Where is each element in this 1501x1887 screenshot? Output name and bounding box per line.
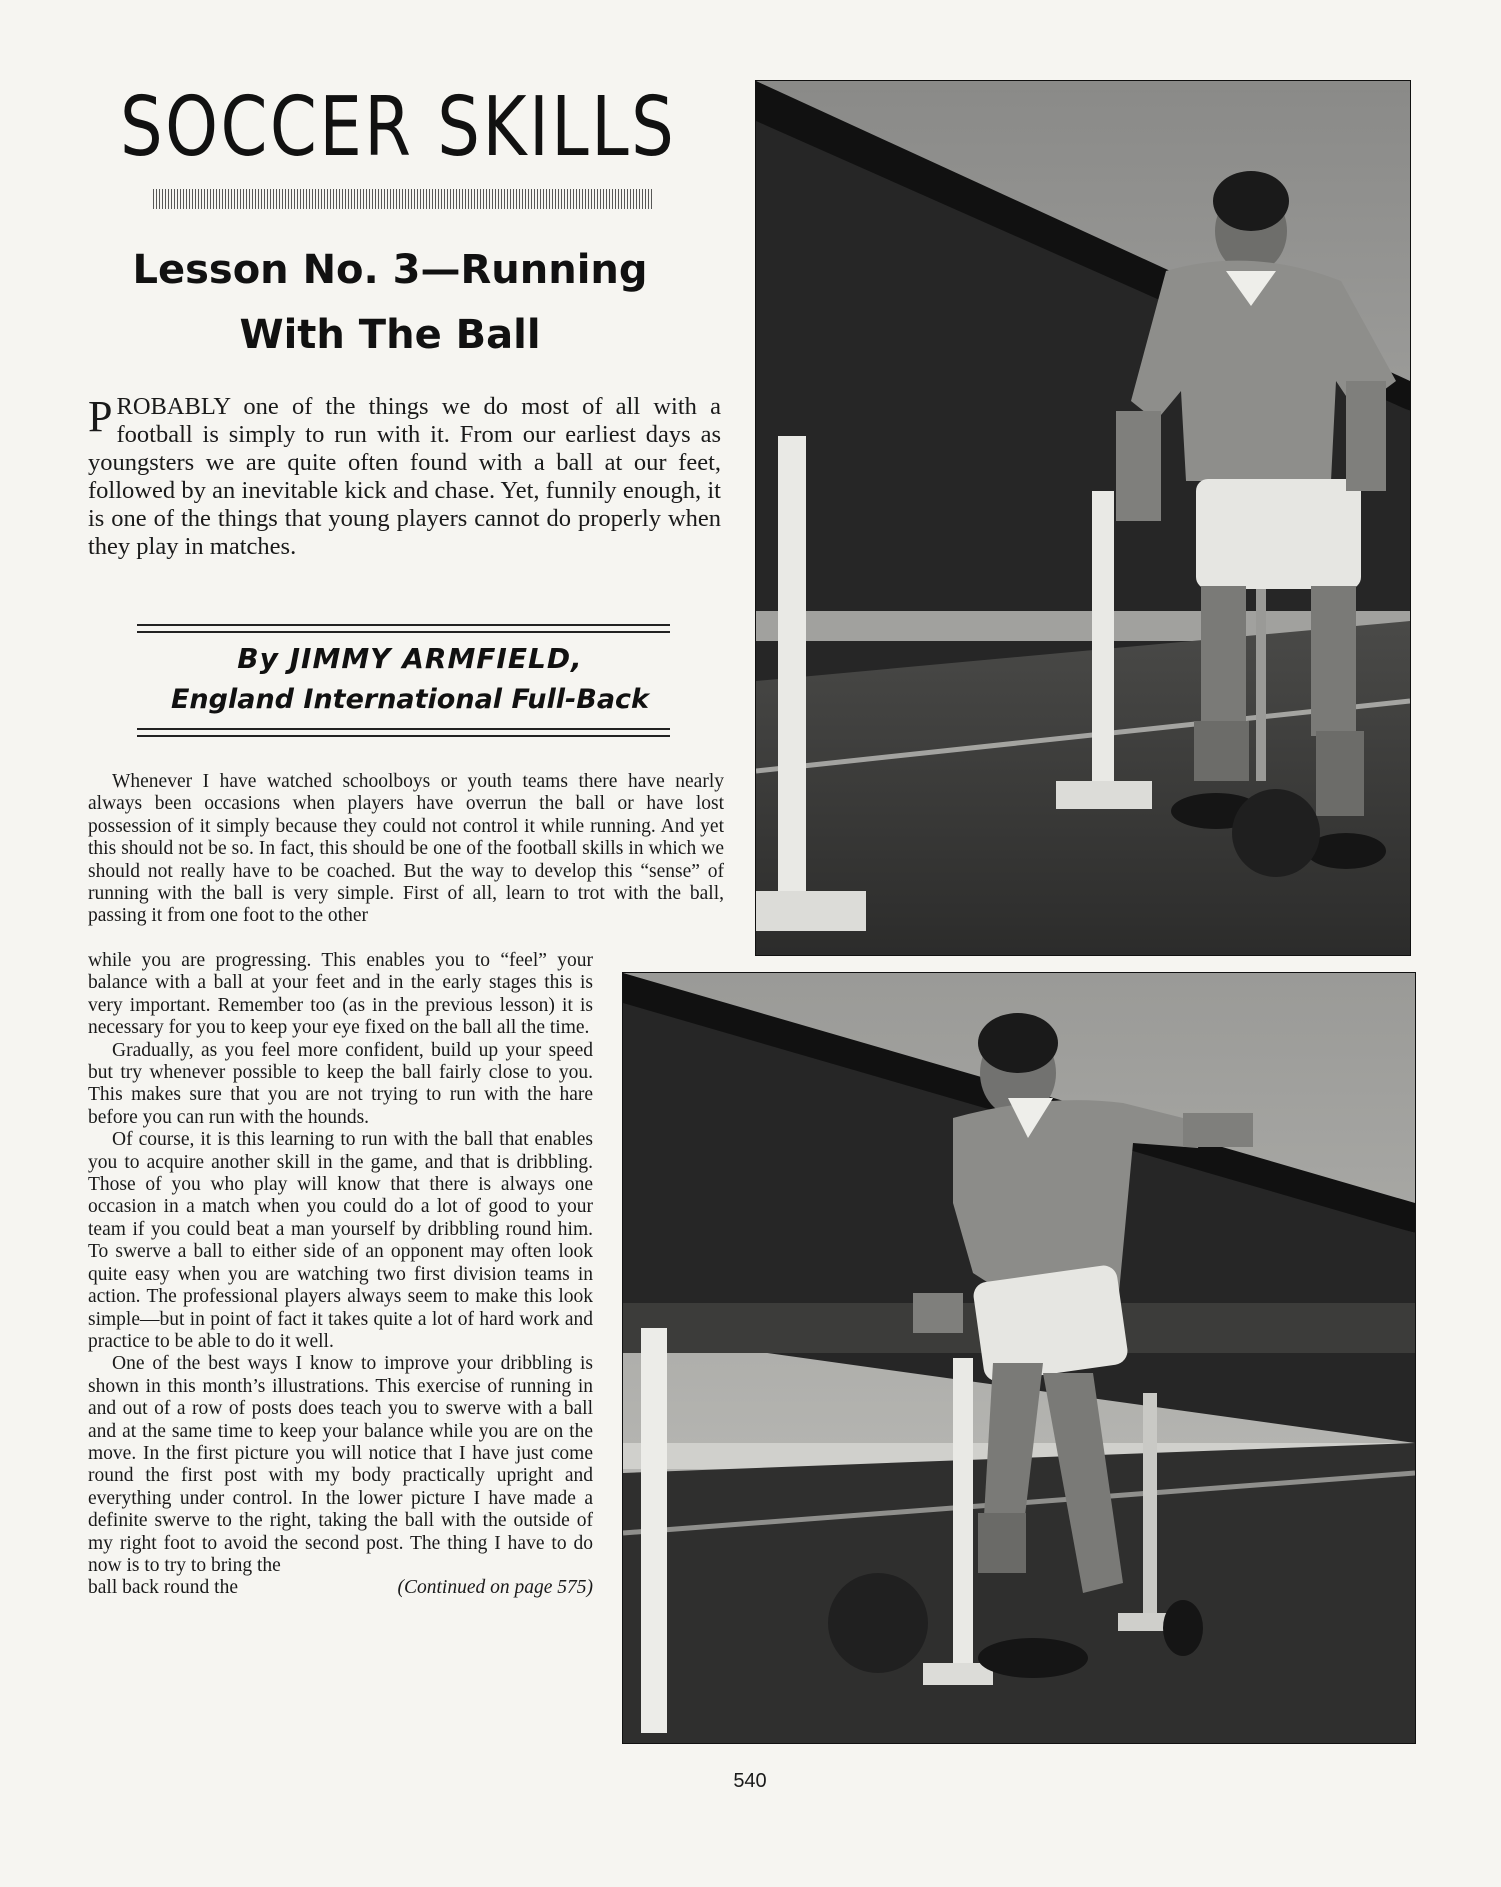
article-body-narrow <box>88 950 593 1600</box>
subtitle-line-2: With The Ball <box>239 312 541 358</box>
byline-bottom-rule <box>137 728 670 737</box>
subtitle-line-1: Lesson No. 3—Running <box>132 247 648 293</box>
drop-cap: P <box>88 392 113 441</box>
page-title: SOCCER SKILLS <box>120 80 677 175</box>
photo-top-image <box>756 81 1410 955</box>
photo-player-swerving-bottom <box>622 972 1416 1744</box>
final-line <box>88 1577 593 1599</box>
byline-role: England International Full-Back <box>170 684 650 715</box>
continued-note: (Continued on page 575) <box>397 1577 593 1599</box>
byline-top-rule <box>137 624 670 633</box>
photo-player-running-top <box>755 80 1411 956</box>
intro-text: ROBABLY one of the things we do most of all with a football is simply to run with it. From our earliest days as youngsters we are quite often found with a ball at our feet, followed by an inevitable kick and chase. Yet, funnily enough, it is one of the things that young players cannot do properly when they play in matches. <box>88 393 721 560</box>
paragraph-2: Gradually, as you feel more confident, build up your speed but try whenever possible to keep the ball fairly close to you. This makes sure that you are not trying to run with the hare before you can run with the hounds. <box>88 1039 593 1128</box>
byline-author: By JIMMY ARMFIELD, <box>237 642 583 675</box>
paragraph-4-end: ball back round the <box>88 1577 238 1599</box>
photo-bottom-image <box>623 973 1415 1743</box>
paragraph-3: Of course, it is this learning to run with the ball that enables you to acquire another skill in the game, and that is dribbling. Those of you who play will know that there is always one occasion in a match when you could do a lot of good to your team if you could beat a man yourself by dribbling round him. To swerve a ball to either side of an opponent may often look quite easy when you are watching two first division teams in action. The professional players always seem to make this look simple—but in point of fact it takes quite a lot of hard work and practice to be able to do it well. <box>88 1129 593 1352</box>
lesson-subtitle <box>90 238 690 368</box>
paragraph-1-wide: Whenever I have watched schoolboys or youth teams there have nearly always been occasions when players have overrun the ball or have lost possession of it simply because they could not control it while running. And yet this should not be so. In fact, this should be one of the football skills in which we should not really have to be coached. But the way to develop this “sense” of running with the ball is very simple. First of all, learn to trot with the ball, passing it from one foot to the other <box>88 771 724 927</box>
paragraph-1-narrow: while you are progressing. This enables you to “feel” your balance with a ball at your feet and in the early stages this is very important. Remember too (as in the previous lesson) it is necessary for you to keep your eye fixed on the ball all the time. <box>88 950 593 1039</box>
intro-paragraph <box>88 393 721 561</box>
page-number: 540 <box>733 1770 767 1792</box>
article-body-wide <box>88 771 724 928</box>
paragraph-4: One of the best ways I know to improve your dribbling is shown in this month’s illustrations. This exercise of running in and out of a row of posts does teach you to swerve with a ball and at the same time to keep your balance while you are on the move. In the first picture you will notice that I have just come round the first post with my body practically upright and everything under control. In the lower picture I have made a definite swerve to the right, taking the ball with the outside of my right foot to avoid the second post. The thing I have to do now is to try to bring the <box>88 1353 593 1576</box>
title-underline-hatch <box>153 189 653 209</box>
